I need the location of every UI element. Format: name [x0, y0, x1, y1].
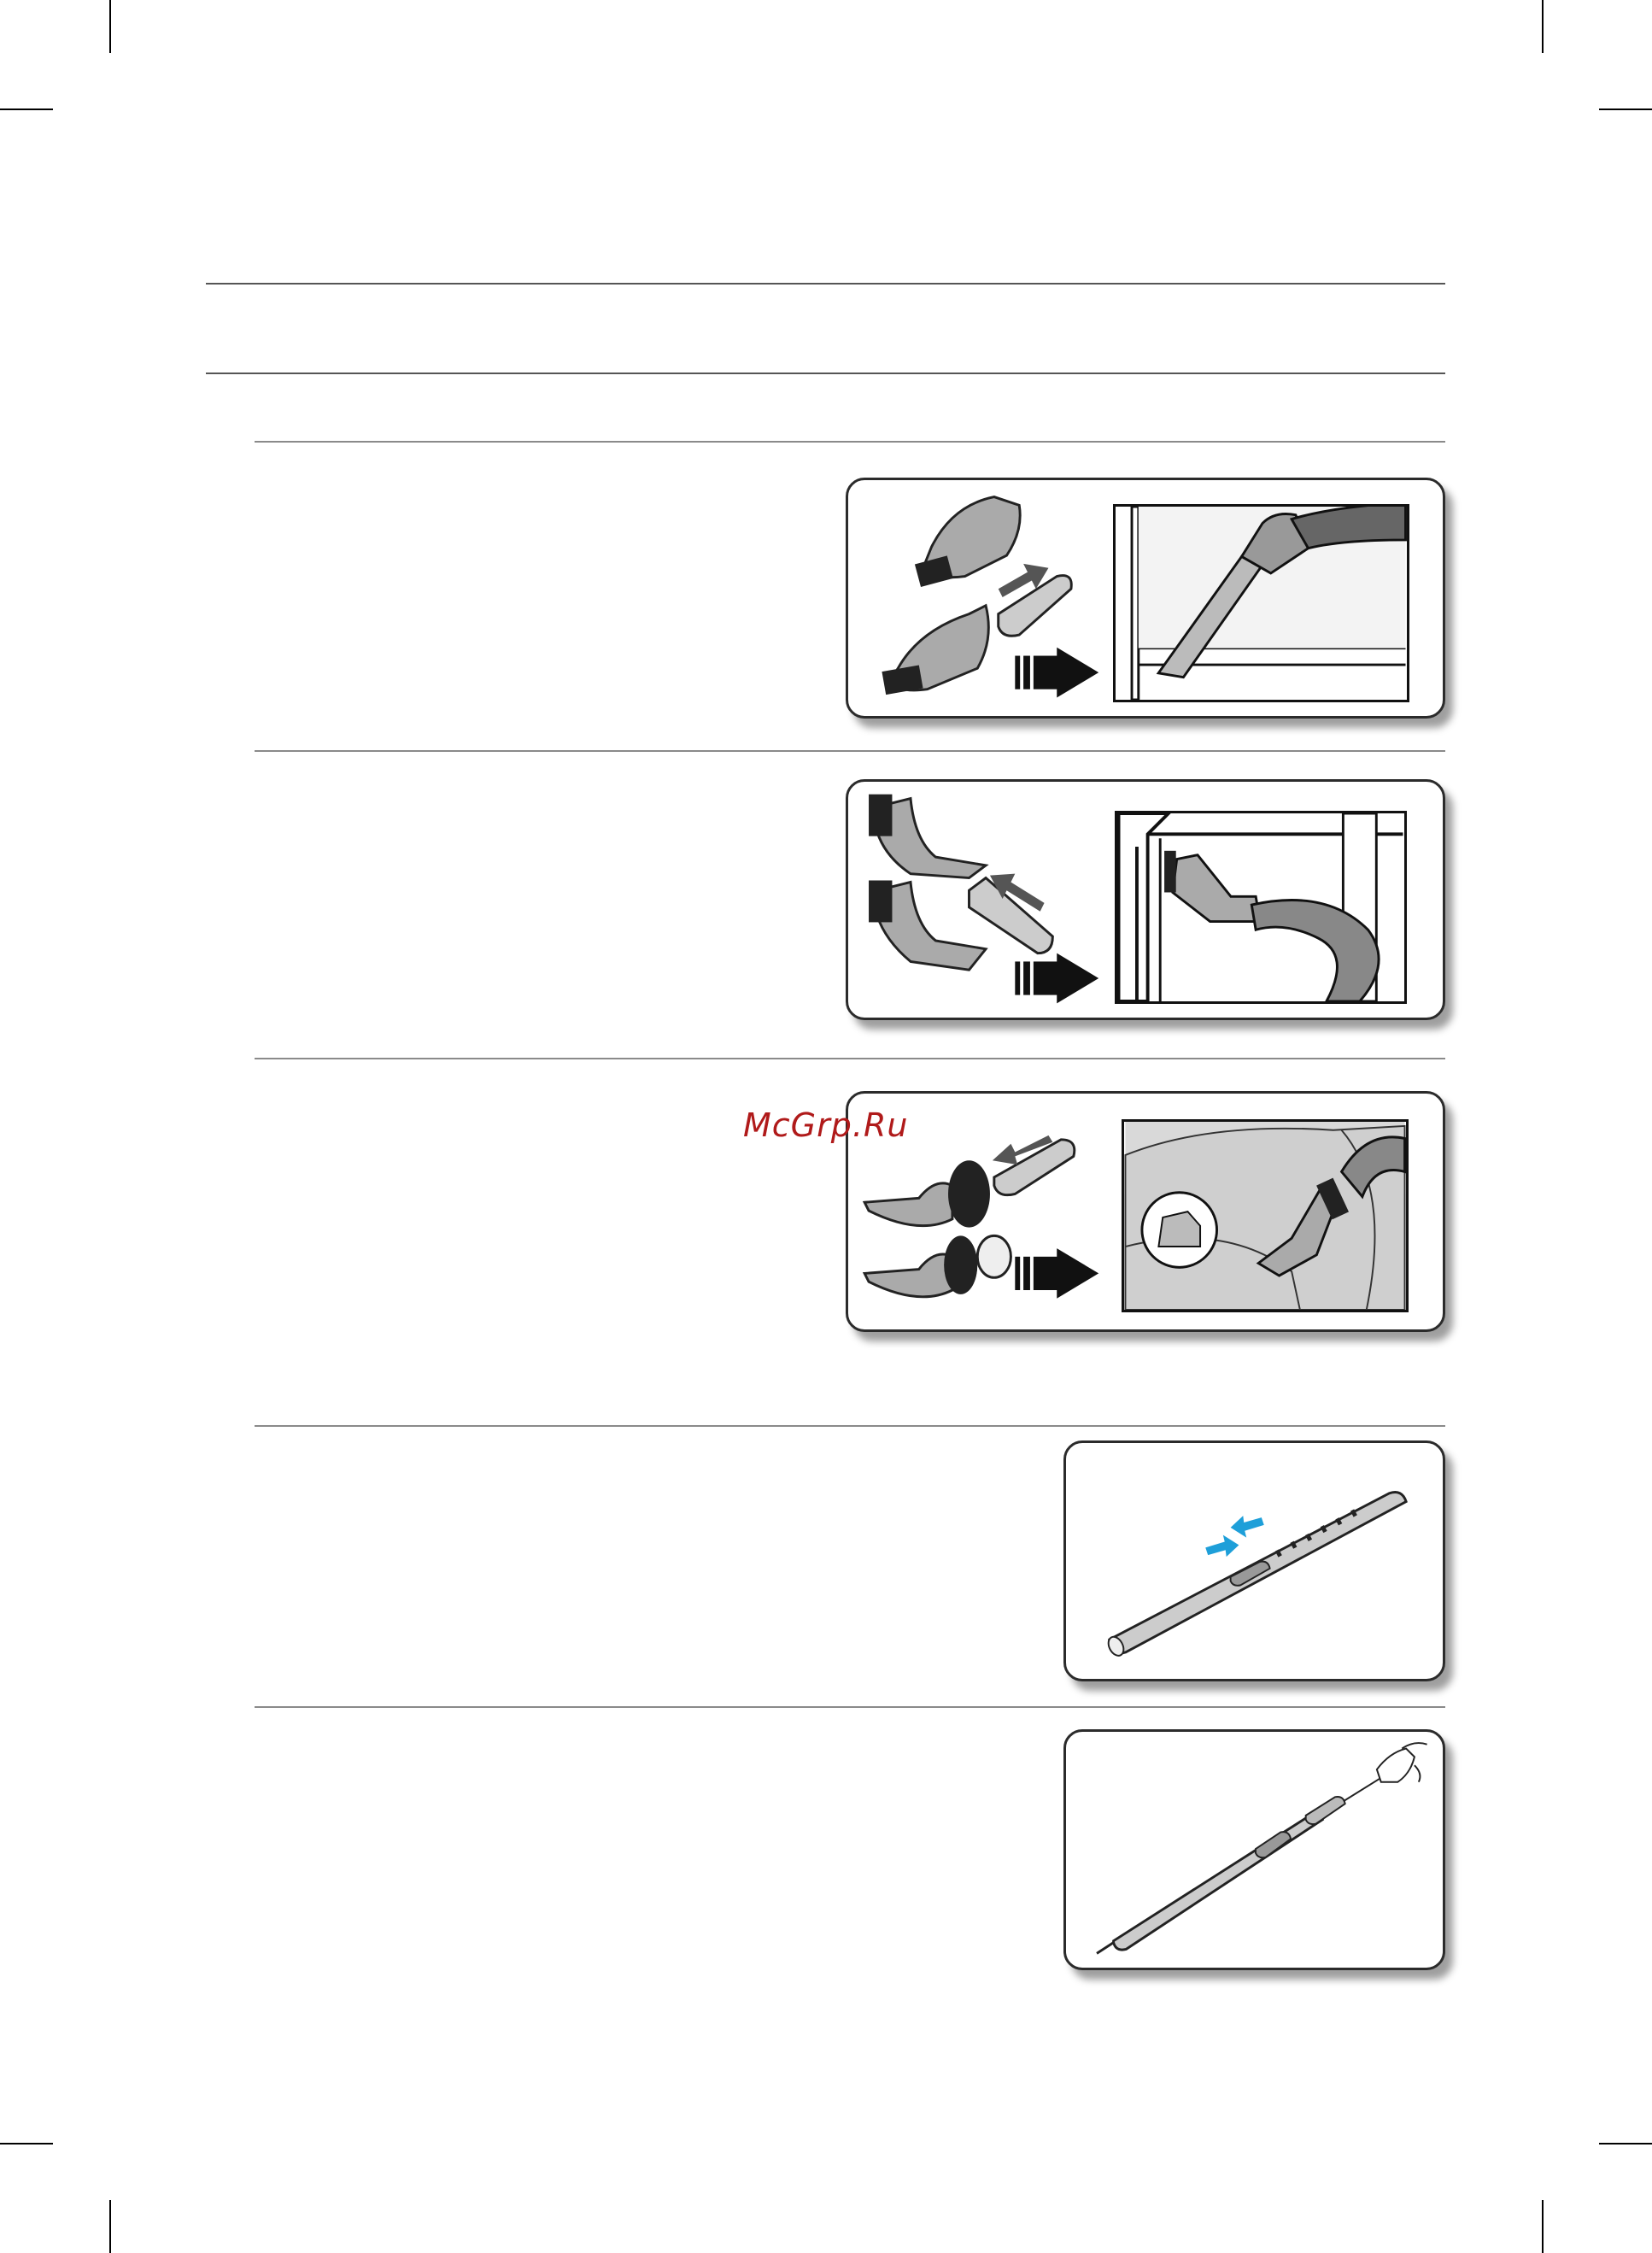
crop-mark [109, 0, 111, 53]
figure-round-brush-car-seat [846, 1091, 1445, 1332]
hand-with-rod-icon [1344, 1743, 1427, 1801]
right-arrow-icon [1015, 953, 1098, 1004]
section-divider [255, 1425, 1445, 1427]
window-edge-brush-cleaning-icon [1115, 811, 1407, 1004]
section-divider [255, 1058, 1445, 1059]
section-divider [255, 441, 1445, 443]
press-arrows-icon [1205, 1516, 1264, 1557]
section-divider [255, 750, 1445, 752]
figure-telescopic-pipe-adjust [1063, 1440, 1445, 1681]
crop-mark [1599, 2143, 1652, 2144]
figure-telescopic-pipe-unclog [1063, 1729, 1445, 1970]
telescopic-pipe-icon [1097, 1797, 1345, 1953]
window-frame-cleaning-icon [1113, 504, 1409, 702]
crop-mark [109, 2200, 111, 2253]
car-seat-cleaning-icon [1122, 1119, 1409, 1312]
round-brush-icon [864, 1160, 990, 1227]
figure-crevice-tool-window-frame [846, 478, 1445, 719]
section-divider [255, 1706, 1445, 1708]
brush-nozzle-icon [882, 606, 988, 695]
round-brush-icon [864, 1235, 1011, 1296]
telescopic-pipe-unclog-illustration [1066, 1732, 1443, 1968]
telescopic-pipe-adjust-illustration [1066, 1443, 1443, 1679]
watermark: McGrp.Ru [743, 1106, 909, 1144]
crop-mark [1542, 2200, 1544, 2253]
crop-mark [0, 2143, 53, 2144]
header-rule-bottom [206, 373, 1445, 374]
brush-nozzle-icon [915, 497, 1020, 587]
brush-nozzle-icon [869, 795, 986, 878]
right-arrow-icon [1015, 1248, 1098, 1299]
crop-mark [1542, 0, 1544, 53]
header-rule-top [206, 283, 1445, 285]
crop-mark [1599, 109, 1652, 110]
right-arrow-icon [1015, 648, 1098, 698]
figure-brush-tool-window-frame [846, 779, 1445, 1020]
telescopic-pipe-icon [1105, 1493, 1406, 1658]
crop-mark [0, 109, 53, 110]
